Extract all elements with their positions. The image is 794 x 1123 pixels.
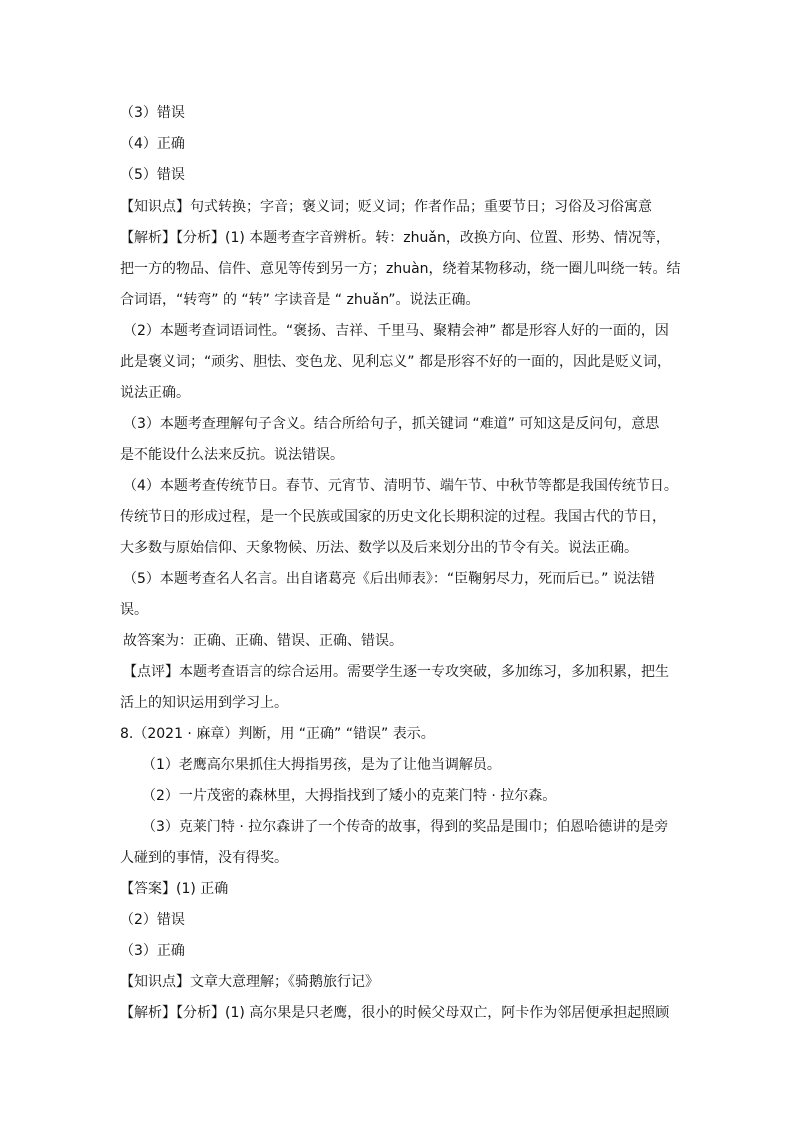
question-title: 8.（2021 · 麻章）判断，用 “正确” “错误” 表示。 — [120, 726, 435, 742]
question-item: （3）克莱门特 · 拉尔森讲了一个传奇的故事，得到的奖品是围巾；伯恩哈德讲的是旁 — [142, 819, 669, 835]
analysis-line: 【解析】【分析】(1) 本题考查字音辨析。转：zhuǎn，改换方向、位置、形势、情况等， — [120, 230, 670, 246]
text-line: 合词语，“转弯” 的 “转” 字读音是 “ zhuǎn”。说法正确。 — [120, 292, 480, 308]
text-line: 大多数与原始信仰、天象物候、历法、数学以及后来划分出的节令有关。说法正确。 — [120, 540, 638, 556]
knowledge-point-line: 【知识点】句式转换；字音；褒义词；贬义词；作者作品；重要节日；习俗及习俗寓意 — [120, 199, 652, 215]
text-line: 说法正确。 — [120, 385, 190, 401]
text-line: （2）本题考查词语词性。“褒扬、吉祥、千里马、聚精会神” 都是形容人好的一面的，因 — [123, 323, 669, 339]
question-item: （1）老鹰高尔果抓住大拇指男孩，是为了让他当调解员。 — [142, 757, 501, 773]
text-line: （5）错误 — [120, 167, 185, 183]
analysis-line: 【解析】【分析】(1) 高尔果是只老鹰，很小的时候父母双亡，阿卡作为邻居便承担起照顾 — [120, 1005, 670, 1021]
text-line: （3）正确 — [120, 943, 185, 959]
answer-summary-line: 故答案为：正确、正确、错误、正确、错误。 — [123, 633, 403, 649]
text-line: （3）错误 — [120, 105, 185, 121]
comment-line: 【点评】本题考查语言的综合运用。需要学生逐一专攻突破，多加练习，多加积累，把生 — [123, 664, 669, 680]
answer-line: 【答案】(1) 正确 — [120, 881, 229, 897]
text-line: （3）本题考查理解句子含义。结合所给句子，抓关键词 “难道” 可知这是反问句，意思 — [123, 416, 660, 432]
text-line: 把一方的物品、信件、意见等传到另一方；zhuàn，绕着某物移动，绕一圈儿叫绕一转。结 — [120, 261, 681, 277]
text-line: （4）正确 — [120, 136, 185, 152]
text-line: （5）本题考查名人名言。出自诸葛亮《后出师表》：“臣鞠躬尽力，死而后已。” 说法错 — [123, 571, 655, 587]
text-line: 是不能设什么法来反抗。说法错误。 — [120, 447, 344, 463]
knowledge-point-line: 【知识点】文章大意理解；《骑鹅旅行记》 — [120, 974, 379, 990]
text-line: （2）错误 — [120, 912, 185, 928]
text-line: （4）本题考查传统节日。春节、元宵节、清明节、端午节、中秋节等都是我国传统节日。 — [123, 478, 678, 494]
text-line: 人碰到的事情，没有得奖。 — [120, 850, 288, 866]
text-line: 此是褒义词；“顽劣、胆怯、变色龙、见利忘义” 都是形容不好的一面的，因此是贬义词， — [120, 354, 671, 370]
text-line: 传统节日的形成过程，是一个民族或国家的历史文化长期积淀的过程。我国古代的节日， — [120, 509, 666, 525]
question-item: （2）一片茂密的森林里，大拇指找到了矮小的克莱门特 · 拉尔森。 — [142, 788, 557, 804]
text-line: 活上的知识运用到学习上。 — [120, 695, 288, 711]
text-line: 误。 — [120, 602, 148, 618]
